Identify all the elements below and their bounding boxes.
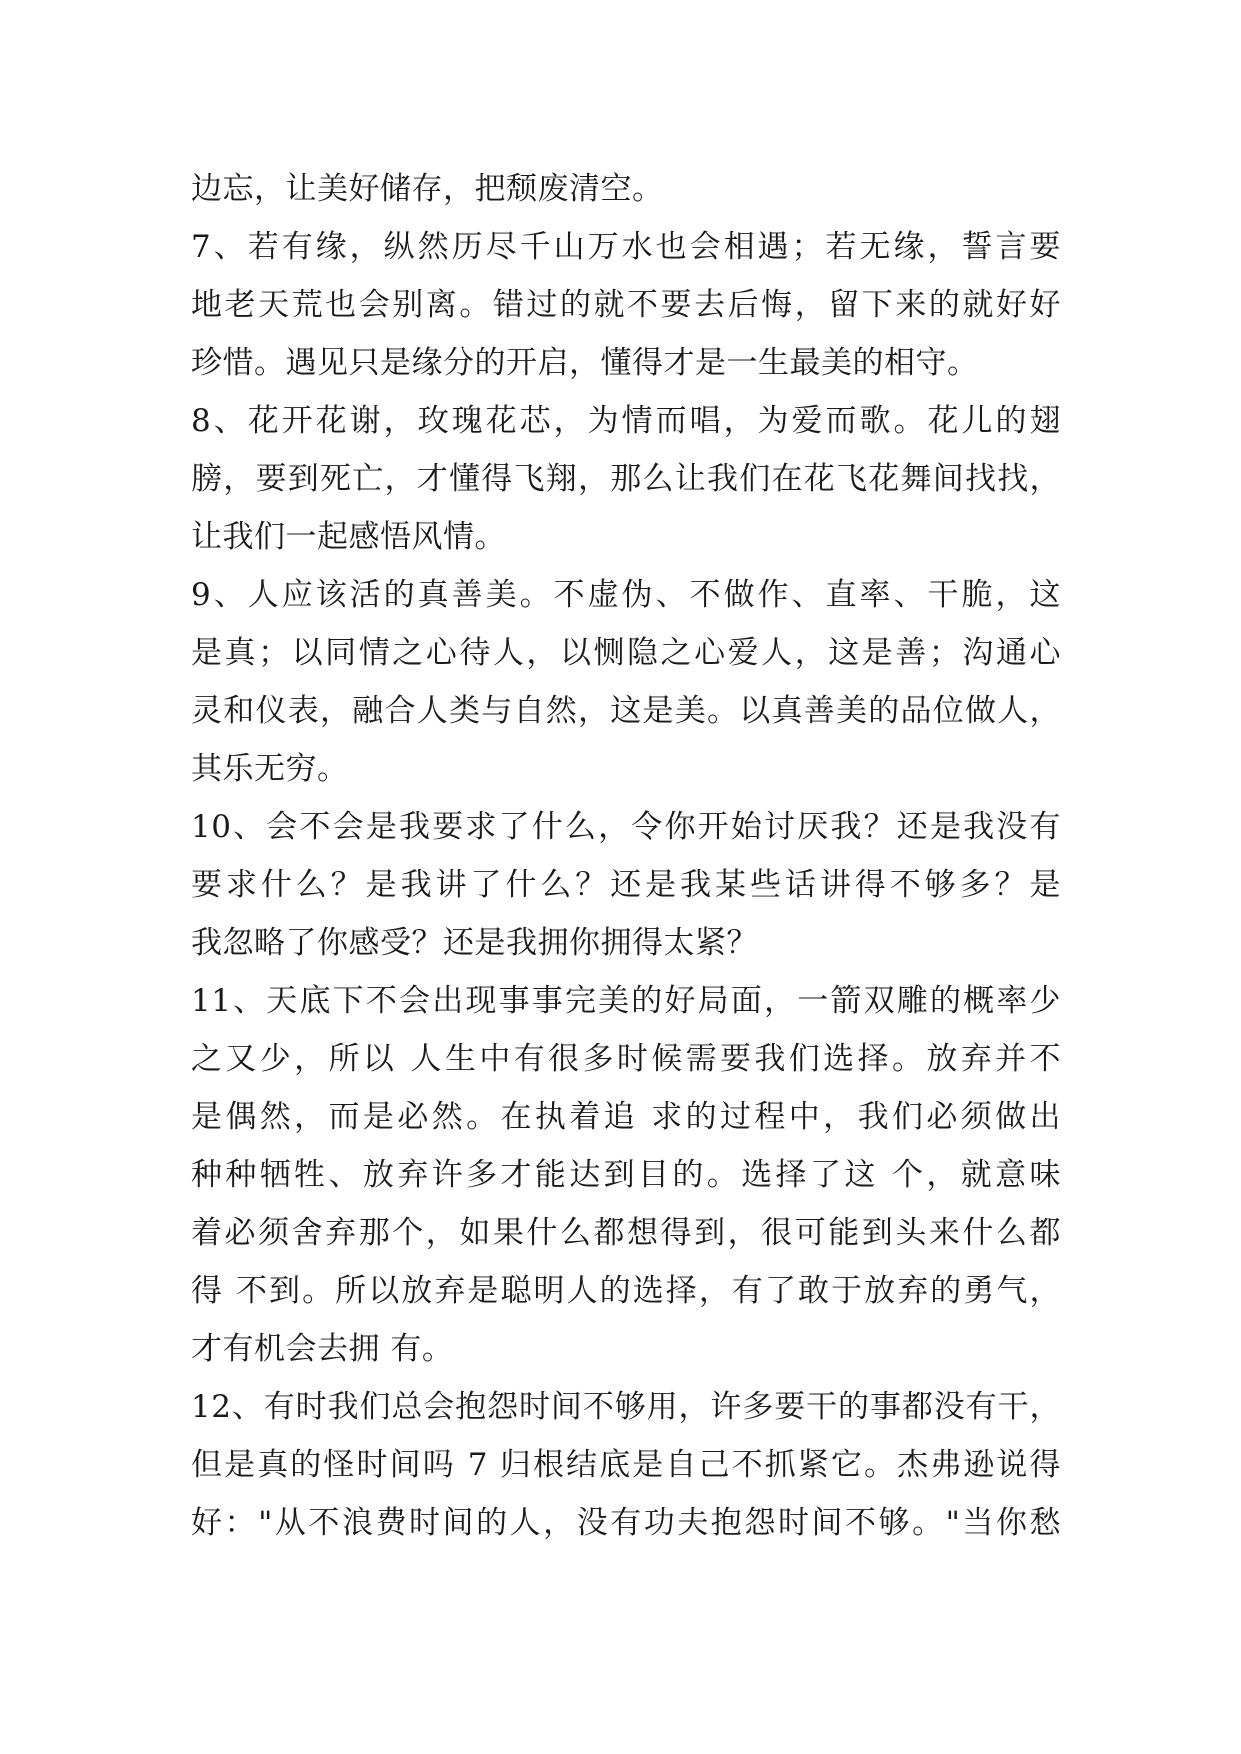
body-text — [191, 160, 1061, 1552]
text-line: 要求什么？是我讲了什么？还是我某些话讲得不够多？是 — [191, 867, 1061, 903]
text-line: 8、花开花谢，玫瑰花芯，为情而唱，为爱而歌。花儿的翅 — [191, 403, 1061, 439]
text-line: 是偶然，而是必然。在执着追 求的过程中，我们必须做出 — [191, 1099, 1061, 1135]
text-line: 7、若有缘，纵然历尽千山万水也会相遇；若无缘，誓言要 — [191, 229, 1061, 265]
text-line: 之又少，所以 人生中有很多时候需要我们选择。放弃并不 — [191, 1041, 1061, 1077]
text-line: 我忽略了你感受？还是我拥你拥得太紧？ — [191, 925, 758, 961]
text-line: 好："从不浪费时间的人，没有功夫抱怨时间不够。"当你愁 — [191, 1505, 1061, 1541]
text-line: 12、有时我们总会抱怨时间不够用，许多要干的事都没有干， — [191, 1389, 1061, 1425]
text-line: 灵和仪表，融合人类与自然，这是美。以真善美的品位做人， — [191, 693, 1061, 729]
text-line: 10、会不会是我要求了什么，令你开始讨厌我？还是我没有 — [191, 809, 1061, 845]
text-line: 让我们一起感悟风情。 — [191, 519, 506, 555]
text-line: 但是真的怪时间吗 7 归根结底是自己不抓紧它。杰弗逊说得 — [191, 1447, 1061, 1483]
text-line: 才有机会去拥 有。 — [191, 1331, 454, 1367]
text-line: 地老天荒也会别离。错过的就不要去后悔，留下来的就好好 — [191, 287, 1061, 323]
text-line: 11、天底下不会出现事事完美的好局面，一箭双雕的概率少 — [191, 983, 1061, 1019]
text-line: 9、人应该活的真善美。不虚伪、不做作、直率、干脆，这 — [191, 577, 1061, 613]
text-line: 珍惜。遇见只是缘分的开启，懂得才是一生最美的相守。 — [191, 345, 979, 381]
text-line: 其乐无穷。 — [191, 751, 349, 787]
text-line: 是真；以同情之心待人，以恻隐之心爱人，这是善；沟通心 — [191, 635, 1061, 671]
text-line: 得 不到。所以放弃是聪明人的选择，有了敢于放弃的勇气， — [191, 1273, 1061, 1309]
text-line: 膀，要到死亡，才懂得飞翔，那么让我们在花飞花舞间找找， — [191, 461, 1061, 497]
text-line: 种种牺牲、放弃许多才能达到目的。选择了这 个，就意味 — [191, 1157, 1061, 1193]
text-line: 边忘，让美好储存，把颓废清空。 — [191, 171, 664, 207]
text-line: 着必须舍弃那个，如果什么都想得到，很可能到头来什么都 — [191, 1215, 1061, 1251]
